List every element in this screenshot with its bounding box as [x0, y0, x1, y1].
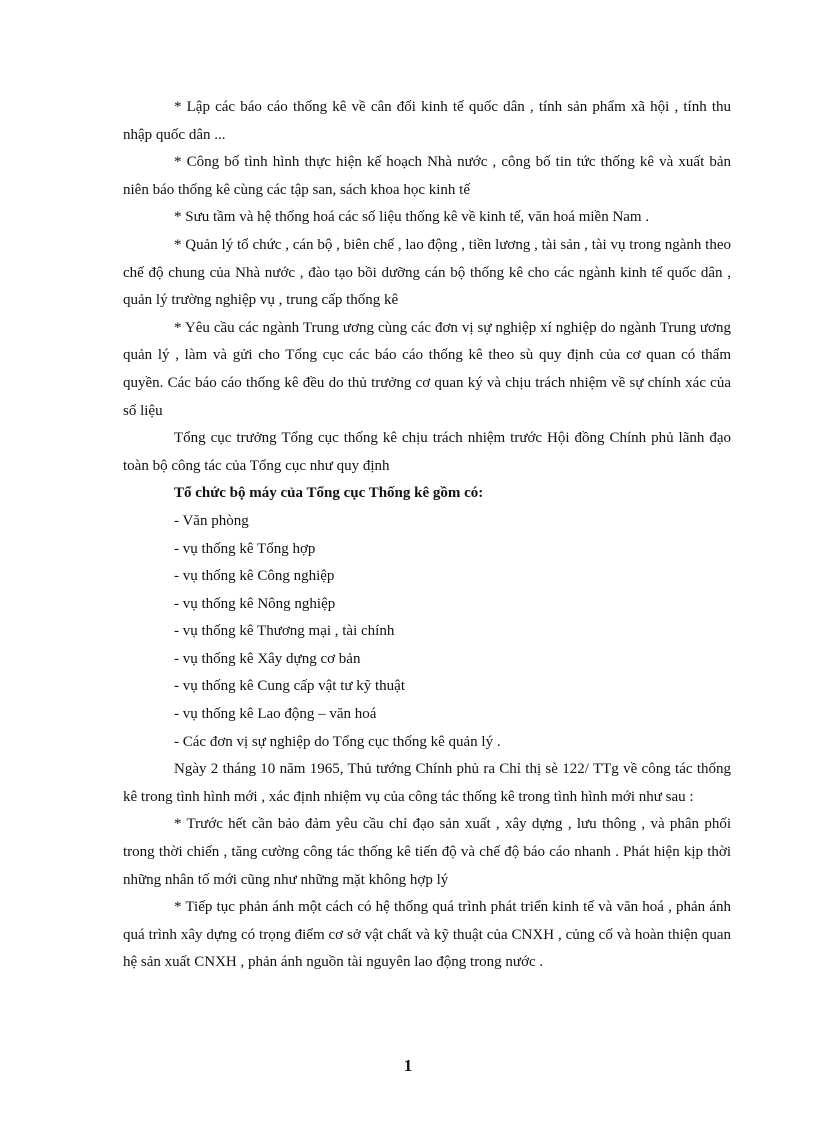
- page-body: [123, 94, 731, 977]
- list-item: - vụ thống kê Thương mại , tài chính: [174, 623, 395, 640]
- paragraph: * Trước hết cần bảo đảm yêu cầu chỉ đạo sản xuất , xây dựng , lưu thông , và phân phối trong thời chiến , tăng cường công tác thống kê tiến độ và chế độ báo cáo nhanh . Phát hiện kịp thời những nhân tố mới cũng như những mặt không hợp lý: [123, 816, 731, 888]
- paragraph: * Yêu cầu các ngành Trung ương cùng các đơn vị sự nghiệp xí nghiệp do ngành Trung ương quản lý , làm và gửi cho Tổng cục các báo cáo thống kê theo sù quy định của cơ quan có thẩm quyền. Các báo cáo thống kê đều do thủ trưởng cơ quan ký và chịu trách nhiệm về sự chính xác của số liệu: [123, 319, 731, 419]
- paragraph: * Lập các báo cáo thống kê về cân đối kinh tế quốc dân , tính sản phẩm xã hội , tính thu nhập quốc dân ...: [123, 99, 731, 143]
- list-item: - vụ thống kê Công nghiệp: [174, 568, 335, 585]
- paragraph: Tổng cục trưởng Tổng cục thống kê chịu trách nhiệm trước Hội đồng Chính phủ lãnh đạo toàn bộ công tác của Tổng cục như quy định: [123, 430, 731, 474]
- list-item: - vụ thống kê Cung cấp vật tư kỹ thuật: [174, 678, 406, 695]
- list-item: - vụ thống kê Lao động – văn hoá: [174, 706, 377, 723]
- list-item: - vụ thống kê Nông nghiệp: [174, 595, 336, 612]
- list-item: - Văn phòng: [174, 512, 249, 529]
- paragraph: * Sưu tầm và hệ thống hoá các số liệu thống kê về kinh tế, văn hoá miền Nam .: [174, 209, 650, 226]
- page-number: 1: [403, 1056, 413, 1075]
- paragraph: * Công bố tình hình thực hiện kế hoạch Nhà nước , công bố tin tức thống kê và xuất bản niên báo thống kê cùng các tập san, sách khoa học kinh tế: [123, 154, 731, 198]
- list-item: - Các đơn vị sự nghiệp do Tổng cục thống kê quản lý .: [174, 733, 501, 750]
- paragraph: * Quản lý tổ chức , cán bộ , biên chế , lao động , tiền lương , tài sản , tài vụ trong ngành theo chế độ chung của Nhà nước , đào tạo bồi dưỡng cán bộ thống kê cho các ngành kinh tế quốc dân , quản lý trường nghiệp vụ , trung cấp thống kê: [123, 236, 731, 309]
- list-item: - vụ thống kê Xây dựng cơ bản: [174, 650, 361, 667]
- section-heading: Tổ chức bộ máy của Tổng cục Thống kê gồm có:: [174, 485, 484, 502]
- paragraph: * Tiếp tục phản ánh một cách có hệ thống quá trình phát triển kinh tế và văn hoá , phản ánh quá trình xây dựng có trọng điểm cơ sở vật chất và kỹ thuật của CNXH , củng cố và hoàn thiện quan hệ sản xuất CNXH , phản ánh nguồn tài nguyên lao động trong nước .: [123, 899, 731, 971]
- paragraph: Ngày 2 tháng 10 năm 1965, Thủ tướng Chính phủ ra Chỉ thị sè 122/ TTg về công tác thống kê trong tình hình mới , xác định nhiệm vụ của công tác thống kê trong tình hình mới như sau :: [123, 761, 731, 805]
- list-item: - vụ thống kê Tổng hợp: [174, 540, 316, 557]
